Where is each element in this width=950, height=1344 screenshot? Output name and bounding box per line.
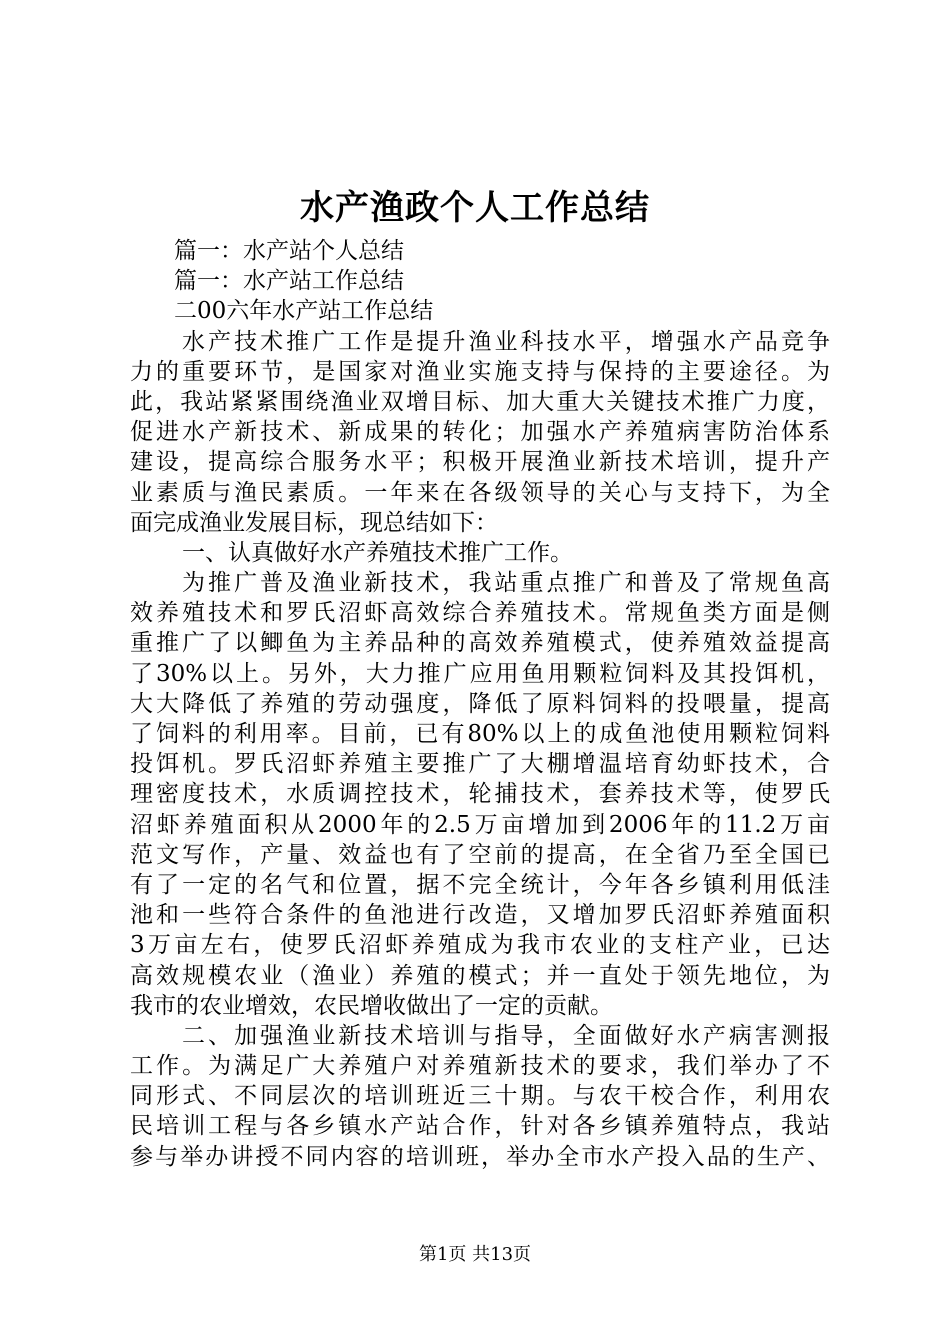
body-line: 同形式、不同层次的培训班近三十期。与农干校合作，利用农 bbox=[130, 1083, 830, 1110]
body-line: 投饵机。罗氏沼虾养殖主要推广了大棚增温培育幼虾技术，合 bbox=[130, 751, 830, 778]
body-line: 我市的农业增效，农民增收做出了一定的贡献。 bbox=[130, 992, 613, 1019]
body-line: 建设，提高综合服务水平；积极开展渔业新技术培训，提升产 bbox=[130, 449, 830, 476]
body-line: 促进水产新技术、新成果的转化；加强水产养殖病害防治体系 bbox=[130, 419, 830, 446]
document-body bbox=[130, 236, 830, 1172]
body-line: 3万亩左右，使罗氏沼虾养殖成为我市农业的支柱产业，已达 bbox=[130, 932, 830, 959]
body-line: 高效规模农业（渔业）养殖的模式；并一直处于领先地位，为 bbox=[130, 962, 830, 989]
body-line: 水产技术推广工作是提升渔业科技水平，增强水产品竞争 bbox=[182, 328, 830, 355]
body-line: 范文写作，产量、效益也有了空前的提高，在全省乃至全国已 bbox=[130, 841, 830, 868]
body-line: 池和一些符合条件的鱼池进行改造，又增加罗氏沼虾养殖面积 bbox=[130, 902, 830, 929]
body-line: 业素质与渔民素质。一年来在各级领导的关心与支持下，为全 bbox=[130, 479, 830, 506]
body-line: 二、加强渔业新技术培训与指导，全面做好水产病害测报 bbox=[182, 1022, 830, 1049]
body-line: 重推广了以鲫鱼为主养品种的高效养殖模式，使养殖效益提高 bbox=[130, 630, 830, 657]
body-line: 理密度技术，水质调控技术，轮捕技术，套养技术等，使罗氏 bbox=[130, 781, 830, 808]
body-line: 一、认真做好水产养殖技术推广工作。 bbox=[182, 539, 573, 566]
body-line: 为推广普及渔业新技术，我站重点推广和普及了常规鱼高 bbox=[182, 570, 830, 597]
body-line: 此，我站紧紧围绕渔业双增目标、加大重大关键技术推广力度， bbox=[130, 388, 830, 415]
page-footer: 第1页 共13页 bbox=[418, 1244, 532, 1265]
body-line: 效养殖技术和罗氏沼虾高效综合养殖技术。常规鱼类方面是侧 bbox=[130, 600, 830, 627]
body-line: 沼虾养殖面积从2000年的2.5万亩增加到2006年的11.2万亩 bbox=[130, 811, 830, 838]
body-line: 力的重要环节，是国家对渔业实施支持与保持的主要途径。为 bbox=[130, 358, 830, 385]
body-line: 参与举办讲授不同内容的培训班，举办全市水产投入品的生产、 bbox=[130, 1143, 830, 1170]
body-line: 了饲料的利用率。目前，已有80%以上的成鱼池使用颗粒饲料 bbox=[130, 721, 830, 747]
body-line: 民培训工程与各乡镇水产站合作，针对各乡镇养殖特点，我站 bbox=[130, 1113, 830, 1140]
document-title: 水产渔政个人工作总结 bbox=[300, 188, 650, 228]
body-line: 二00六年水产站工作总结 bbox=[174, 298, 434, 325]
body-line: 了30%以上。另外，大力推广应用鱼用颗粒饲料及其投饵机， bbox=[130, 660, 830, 687]
body-line: 面完成渔业发展目标，现总结如下： bbox=[130, 509, 498, 536]
body-line: 篇一：水产站个人总结 bbox=[174, 238, 404, 264]
body-line: 篇一：水产站工作总结 bbox=[174, 268, 404, 295]
body-line: 工作。为满足广大养殖户对养殖新技术的要求，我们举办了不 bbox=[130, 1053, 830, 1080]
body-line: 有了一定的名气和位置，据不完全统计，今年各乡镇利用低洼 bbox=[130, 871, 830, 898]
body-line: 大大降低了养殖的劳动强度，降低了原料饲料的投喂量，提高 bbox=[130, 690, 830, 717]
